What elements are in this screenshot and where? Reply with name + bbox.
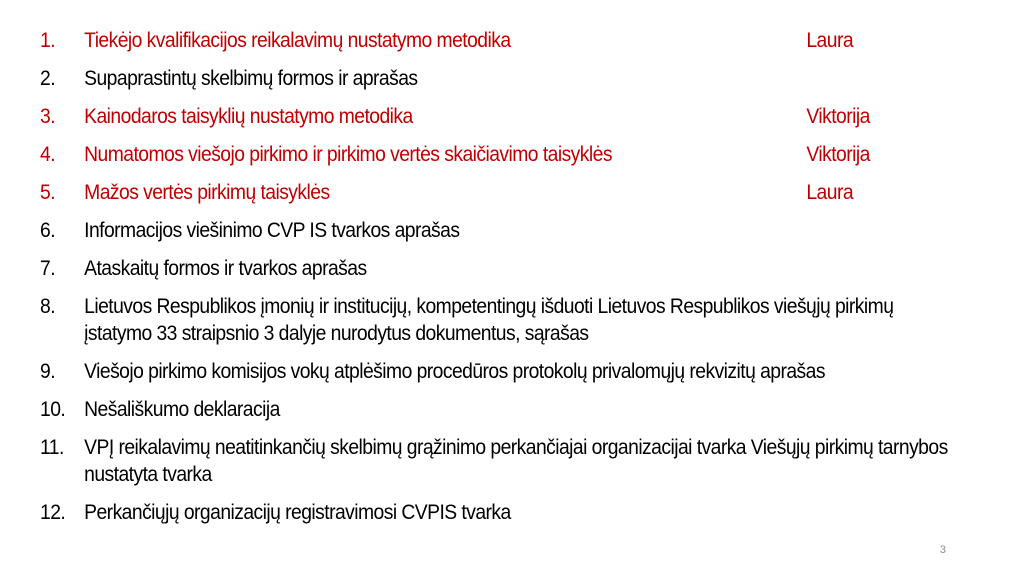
item-number: 10. xyxy=(40,398,66,421)
item-assignee: Laura xyxy=(806,181,854,204)
item-text: Tiekėjo kvalifikacijos reikalavimų nustatymo metodika xyxy=(84,29,511,52)
item-assignee: Viktorija xyxy=(806,143,870,166)
item-assignee: Viktorija xyxy=(806,105,870,128)
item-assignee: Laura xyxy=(806,29,854,52)
list-item xyxy=(40,27,988,54)
item-text: Lietuvos Respublikos įmonių ir institucijų, kompetentingų išduoti Lietuvos Respublikos viešųjų pirkimų įstatymo 33 straipsnio 3 dalyje nurodytus dokumentus, sąrašas xyxy=(84,295,894,345)
list-item xyxy=(40,293,988,347)
list-item xyxy=(40,179,988,206)
item-text: Informacijos viešinimo CVP IS tvarkos aprašas xyxy=(84,219,460,242)
list-item xyxy=(40,434,988,488)
item-text: Kainodaros taisyklių nustatymo metodika xyxy=(84,105,413,128)
item-number: 5. xyxy=(40,181,56,204)
item-text: Numatomos viešojo pirkimo ir pirkimo vertės skaičiavimo taisyklės xyxy=(84,143,612,166)
item-text: Nešališkumo deklaracija xyxy=(84,398,280,421)
item-number: 1. xyxy=(40,29,56,52)
list-item xyxy=(40,217,988,244)
list-item xyxy=(40,358,988,385)
item-number: 11. xyxy=(40,436,64,459)
list-item xyxy=(40,255,988,282)
item-text: VPĮ reikalavimų neatitinkančių skelbimų grąžinimo perkančiajai organizacijai tvarka Viešųjų pirkimų tarnybos nustatyta tvarka xyxy=(84,436,948,486)
item-number: 9. xyxy=(40,360,56,383)
list-item xyxy=(40,499,988,526)
list-item xyxy=(40,103,988,130)
item-text: Perkančiųjų organizacijų registravimosi CVPIS tvarka xyxy=(84,501,511,524)
item-text: Mažos vertės pirkimų taisyklės xyxy=(84,181,330,204)
list-item xyxy=(40,396,988,423)
list-item xyxy=(40,141,988,168)
document-list xyxy=(40,27,990,537)
page-number: 3 xyxy=(939,544,946,556)
item-number: 4. xyxy=(40,143,56,166)
item-number: 8. xyxy=(40,295,56,318)
item-text: Viešojo pirkimo komisijos vokų atplėšimo procedūros protokolų privalomųjų rekvizitų aprašas xyxy=(84,360,825,383)
list-item xyxy=(40,65,988,92)
item-number: 12. xyxy=(40,501,66,524)
item-text: Ataskaitų formos ir tvarkos aprašas xyxy=(84,257,367,280)
item-number: 2. xyxy=(40,67,56,90)
item-number: 3. xyxy=(40,105,56,128)
item-number: 7. xyxy=(40,257,56,280)
item-number: 6. xyxy=(40,219,56,242)
item-text: Supaprastintų skelbimų formos ir aprašas xyxy=(84,67,418,90)
